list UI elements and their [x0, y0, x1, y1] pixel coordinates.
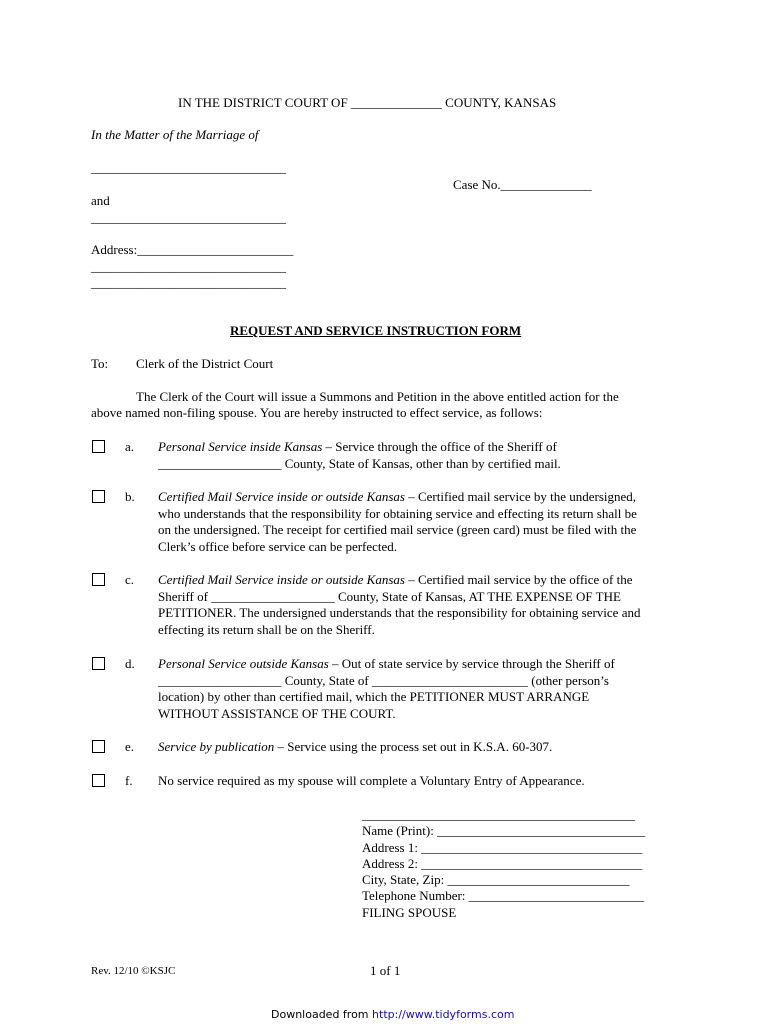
option-line: on the undersigned. The receipt for certified mail service (green card) must be filed with the [158, 522, 637, 537]
option-first-line [158, 739, 678, 756]
filing-spouse-label: FILING SPOUSE [362, 905, 457, 920]
intro-line-2: above named non-filing spouse. You are hereby instructed to effect service, as follows: [91, 405, 543, 420]
option-letter: c. [125, 572, 135, 587]
option-line: PETITIONER. The undersigned understands that the responsibility for obtaining service and [158, 605, 641, 620]
option-description: – Service through the office of the Sheriff of [322, 439, 557, 454]
option-text [158, 739, 678, 756]
option-description: – Out of state service by service through the Sheriff of [328, 656, 615, 671]
option-line: Sheriff of ___________________ County, State of Kansas, AT THE EXPENSE OF THE [158, 588, 621, 604]
option-letter: b. [125, 489, 135, 504]
name-print-field[interactable]: Name (Print): ________________________________ [362, 823, 646, 838]
party2-blank[interactable]: ______________________________ [91, 210, 286, 225]
revision-note: Rev. 12/10 ©KSJC [91, 965, 176, 977]
address-line-3[interactable]: ______________________________ [91, 275, 286, 290]
address2-field[interactable]: Address 2: __________________________________ [362, 856, 643, 871]
option-checkbox[interactable] [92, 774, 105, 787]
telephone-field[interactable]: Telephone Number: ___________________________ [362, 888, 645, 903]
download-link[interactable]: http://www.tidyforms.com [372, 1008, 515, 1021]
option-first-line [158, 572, 678, 589]
option-checkbox[interactable] [92, 490, 105, 503]
option-description: No service required as my spouse will complete a Voluntary Entry of Appearance. [158, 773, 585, 788]
option-heading: Certified Mail Service inside or outside Kansas [158, 489, 405, 504]
address-field[interactable]: Address:________________________ [91, 242, 294, 257]
option-first-line [158, 489, 678, 506]
option-line: ___________________ County, State of Kansas, other than by certified mail. [158, 455, 561, 471]
page-number: 1 of 1 [370, 963, 401, 978]
option-line: location) by other than certified mail, which the PETITIONER MUST ARRANGE [158, 689, 590, 704]
signature-line[interactable]: __________________________________________ [362, 807, 635, 822]
option-first-line [158, 656, 678, 673]
option-line: Clerk’s office before service can be perfected. [158, 538, 398, 554]
option-text [158, 439, 678, 472]
option-description: – Certified mail service by the office of the [404, 572, 633, 587]
option-text [158, 656, 678, 722]
option-line: WITHOUT ASSISTANCE OF THE COURT. [158, 705, 396, 721]
city-state-zip-field[interactable]: City, State, Zip: ____________________________ [362, 872, 630, 887]
intro-line-1: The Clerk of the Court will issue a Summons and Petition in the above entitled action for the [136, 389, 619, 404]
option-checkbox[interactable] [92, 573, 105, 586]
option-heading: Personal Service inside Kansas [158, 439, 323, 454]
option-heading: Personal Service outside Kansas [158, 656, 329, 671]
matter-caption: In the Matter of the Marriage of [91, 127, 259, 142]
to-recipient: Clerk of the District Court [136, 356, 274, 371]
option-letter: f. [125, 773, 133, 788]
option-checkbox[interactable] [92, 440, 105, 453]
court-heading: IN THE DISTRICT COURT OF ______________ COUNTY, KANSAS [178, 95, 557, 110]
and-label: and [91, 193, 110, 208]
option-heading: Certified Mail Service inside or outside Kansas [158, 572, 405, 587]
download-footer [271, 1007, 514, 1024]
case-number[interactable]: Case No.______________ [453, 177, 592, 192]
form-title: REQUEST AND SERVICE INSTRUCTION FORM [230, 323, 522, 338]
party1-blank[interactable]: ______________________________ [91, 160, 286, 175]
option-line: effecting its return shall be on the Sheriff. [158, 621, 375, 637]
option-letter: d. [125, 656, 135, 671]
option-description: – Service using the process set out in K.S.A. 60-307. [274, 739, 553, 754]
address-line-2[interactable]: ______________________________ [91, 259, 286, 274]
address1-field[interactable]: Address 1: __________________________________ [362, 840, 643, 855]
option-checkbox[interactable] [92, 657, 105, 670]
option-text [158, 773, 678, 790]
option-letter: a. [125, 439, 135, 454]
option-line: who understands that the responsibility for obtaining service and effecting its return shall be [158, 505, 637, 521]
option-first-line [158, 773, 678, 790]
download-prefix: Downloaded from [271, 1008, 373, 1021]
option-checkbox[interactable] [92, 740, 105, 753]
option-heading: Service by publication [158, 739, 275, 754]
option-letter: e. [125, 739, 135, 754]
option-first-line [158, 439, 678, 456]
option-text [158, 572, 678, 638]
option-text [158, 489, 678, 555]
option-line: ___________________ County, State of ________________________ (other person’s [158, 672, 609, 688]
option-description: – Certified mail service by the undersigned, [404, 489, 637, 504]
to-label: To: [91, 356, 109, 371]
